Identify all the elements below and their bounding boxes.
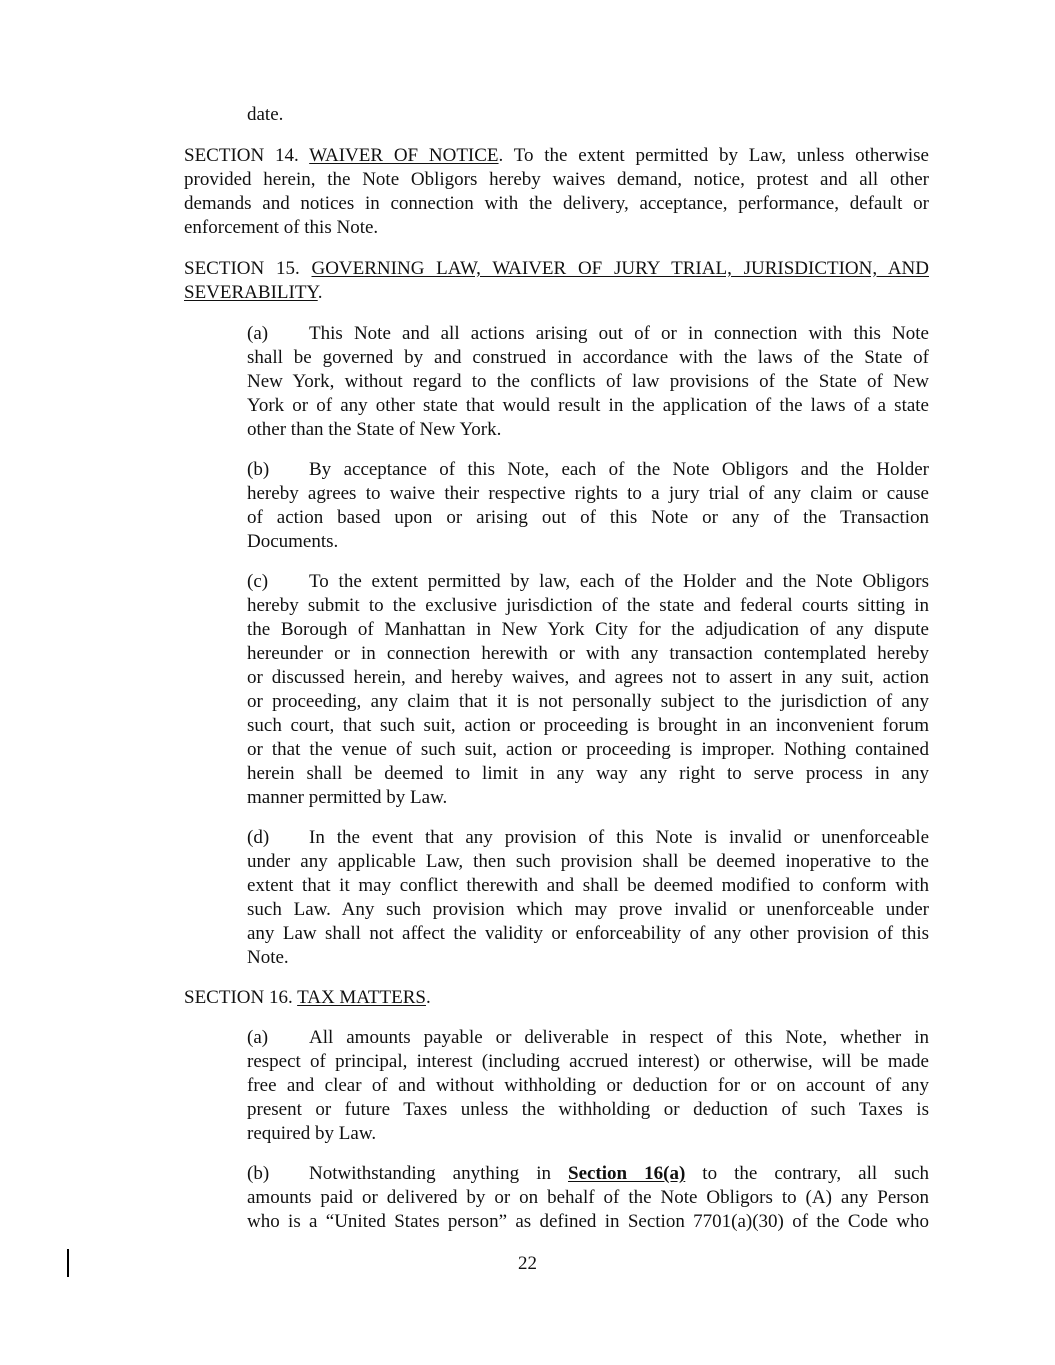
clause-15d-line: Note. xyxy=(247,947,289,968)
section-15-label: SECTION 15. xyxy=(184,258,312,279)
section-16-title: TAX MATTERS xyxy=(297,987,426,1008)
clause-15c-line: such court, that such suit, action or proceeding is brought in an inconvenient forum xyxy=(247,715,929,736)
section-16-label: SECTION 16. xyxy=(184,987,298,1008)
clause-15c-line: hereby submit to the exclusive jurisdiction of the state and federal courts sitting in xyxy=(247,595,929,616)
clause-15c-line: or proceeding, any claim that it is not personally subject to the jurisdiction of any xyxy=(247,691,929,712)
carryover-text: date. xyxy=(247,104,284,125)
clause-15b-line: (b) By acceptance of this Note, each of the Note Obligors and the Holder xyxy=(247,459,929,480)
clause-15d-line: (d) In the event that any provision of this Note is invalid or unenforceable xyxy=(247,827,929,848)
clause-15a-line: York or of any other state that would result in the application of the laws of a state xyxy=(247,395,929,416)
clause-15c-line: the Borough of Manhattan in New York City for the adjudication of any dispute xyxy=(247,619,929,640)
clause-16b-line: who is a “United States person” as defined in Section 7701(a)(30) of the Code who xyxy=(247,1211,929,1232)
clause-16a-line: free and clear of and without withholding or deduction for or on account of any xyxy=(247,1075,929,1096)
clause-15b-line: hereby agrees to waive their respective rights to a jury trial of any claim or cause xyxy=(247,483,929,504)
section-15-heading-line xyxy=(184,257,929,281)
page-number: 22 xyxy=(518,1253,537,1274)
clause-16a-line: present or future Taxes unless the withholding or deduction of such Taxes is xyxy=(247,1099,929,1120)
clause-label: (a) xyxy=(247,1027,269,1048)
clause-16a-line: required by Law. xyxy=(247,1123,377,1144)
clause-15c-line: or that the venue of such suit, action or proceeding is improper. Nothing contained xyxy=(247,739,929,760)
clause-15a-line: (a) This Note and all actions arising out of or in connection with this Note xyxy=(247,323,929,344)
clause-16a-line: (a) All amounts payable or deliverable in respect of this Note, whether in xyxy=(247,1027,929,1048)
clause-15d-line: under any applicable Law, then such provision shall be deemed inoperative to the xyxy=(247,851,929,872)
clause-15d-line: any Law shall not affect the validity or enforceability of any other provision of this xyxy=(247,923,929,944)
section-14-line: demands and notices in connection with the delivery, acceptance, performance, default or xyxy=(184,193,929,214)
section-14-line: enforcement of this Note. xyxy=(184,217,379,238)
clause-label: (a) xyxy=(247,323,269,344)
clause-16b-line: (b) Notwithstanding anything in Section 16(a) to the contrary, all such xyxy=(247,1163,930,1184)
clause-15c-line: herein shall be deemed to limit in any way any right to serve process in any xyxy=(247,763,929,784)
clause-label: (d) xyxy=(247,827,270,848)
clause-15a-line: New York, without regard to the conflicts of law provisions of the State of New xyxy=(247,371,929,392)
clause-15d-line: such Law. Any such provision which may prove invalid or unenforceable under xyxy=(247,899,929,920)
section-16a-reference: Section 16(a) xyxy=(568,1163,686,1184)
clause-label: (b) xyxy=(247,1163,270,1184)
section-14-title: WAIVER OF NOTICE xyxy=(309,145,499,166)
clause-16a-line: respect of principal, interest (including accrued interest) or otherwise, will be made xyxy=(247,1051,929,1072)
clause-label: (c) xyxy=(247,571,269,592)
section-16-heading-line: SECTION 16. TAX MATTERS. xyxy=(184,987,431,1008)
clause-15c-line: (c) To the extent permitted by law, each of the Holder and the Note Obligors xyxy=(247,571,929,592)
section-15-title: GOVERNING LAW, WAIVER OF JURY TRIAL, JURISDICTION, AND xyxy=(311,258,929,279)
section-14-label: SECTION 14. xyxy=(184,145,310,166)
clause-15b-line: Documents. xyxy=(247,531,339,552)
clause-15c-line: hereunder or in connection herewith or with any transaction contemplated hereby xyxy=(247,643,929,664)
clause-label: (b) xyxy=(247,459,270,480)
section-15-title-cont: SEVERABILITY xyxy=(184,282,318,303)
section-14-line: provided herein, the Note Obligors hereby waives demand, notice, protest and all other xyxy=(184,169,929,190)
clause-15a-line: other than the State of New York. xyxy=(247,419,502,440)
clause-15c-line: manner permitted by Law. xyxy=(247,787,448,808)
clause-15c-line: or discussed herein, and hereby waives, and agrees not to assert in any suit, action xyxy=(247,667,929,688)
clause-15d-line: extent that it may conflict therewith and shall be deemed modified to conform with xyxy=(247,875,929,896)
clause-15a-line: shall be governed by and construed in accordance with the laws of the State of xyxy=(247,347,929,368)
section-15-heading-line: SEVERABILITY. xyxy=(184,282,323,303)
clause-16b-line: amounts paid or delivered by or on behalf of the Note Obligors to (A) any Person xyxy=(247,1187,929,1208)
section-14-heading-line: SECTION 14. WAIVER OF NOTICE. To the extent permitted by Law, unless otherwise xyxy=(184,145,929,166)
clause-15b-line: of action based upon or arising out of this Note or any of the Transaction xyxy=(247,507,929,528)
